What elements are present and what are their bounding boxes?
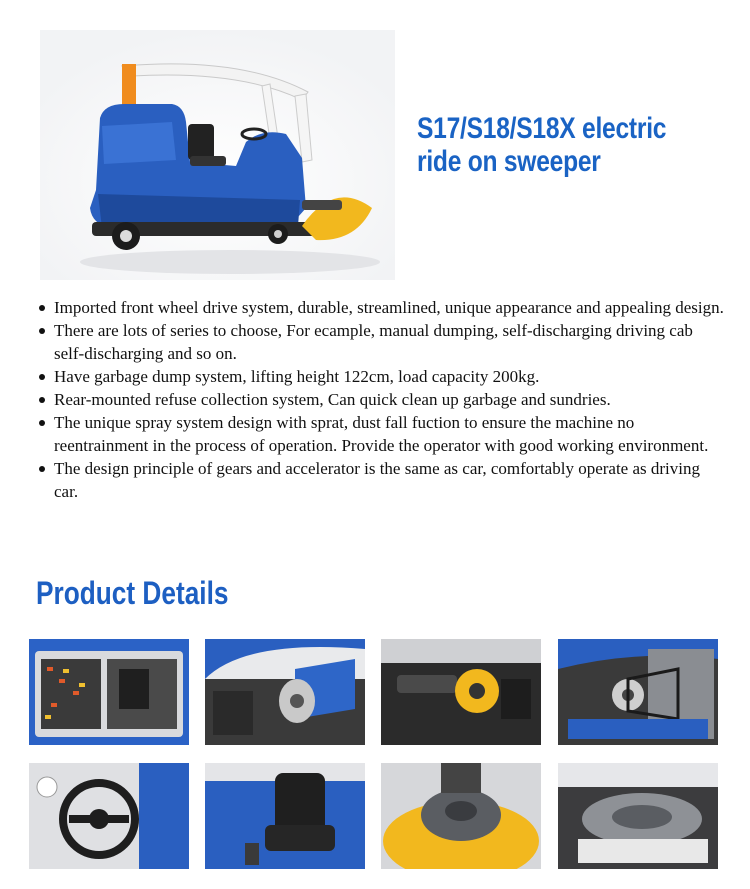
detail-photo-brush-disc — [381, 763, 541, 869]
bullet-icon — [39, 328, 45, 334]
product-title-line-1: S17/S18/S18X electric — [417, 112, 667, 145]
feature-item — [36, 296, 726, 319]
bullet-icon — [39, 420, 45, 426]
feature-list — [36, 296, 726, 503]
bullet-icon — [39, 466, 45, 472]
feature-text: Imported front wheel drive system, durable, streamlined, unique appearance and appealing design. — [54, 298, 724, 317]
feature-text: There are lots of series to choose, For ecample, manual dumping, self-discharging driving cab self-discharging and so on. — [54, 321, 693, 363]
feature-item — [36, 365, 726, 388]
product-details-heading: Product Details — [36, 575, 229, 611]
detail-photo-drive-belt — [558, 639, 718, 745]
detail-photo-steering-wheel — [29, 763, 189, 869]
detail-photo-motor-compartment — [205, 639, 365, 745]
product-title — [417, 112, 679, 178]
bullet-icon — [39, 305, 45, 311]
feature-text: The design principle of gears and accelerator is the same as car, comfortably operate as driving car. — [54, 459, 700, 501]
sweeper-product-image — [40, 30, 395, 280]
product-title-line-2: ride on sweeper — [417, 145, 601, 178]
bullet-icon — [39, 374, 45, 380]
feature-item — [36, 319, 726, 365]
feature-item — [36, 388, 726, 411]
feature-item — [36, 411, 726, 457]
detail-photo-control-panel — [29, 639, 189, 745]
feature-text: Rear-mounted refuse collection system, Can quick clean up garbage and sundries. — [54, 390, 611, 409]
bullet-icon — [39, 397, 45, 403]
detail-photo-main-brush — [558, 763, 718, 869]
feature-text: The unique spray system design with sprat, dust fall fuction to ensure the machine no reentrainment in the process of operation. Provide the operator with good working environment. — [54, 413, 709, 455]
detail-photo-side-brush-arm — [381, 639, 541, 745]
feature-item — [36, 457, 726, 503]
detail-photo-driver-seat — [205, 763, 365, 869]
feature-text: Have garbage dump system, lifting height 122cm, load capacity 200kg. — [54, 367, 540, 386]
